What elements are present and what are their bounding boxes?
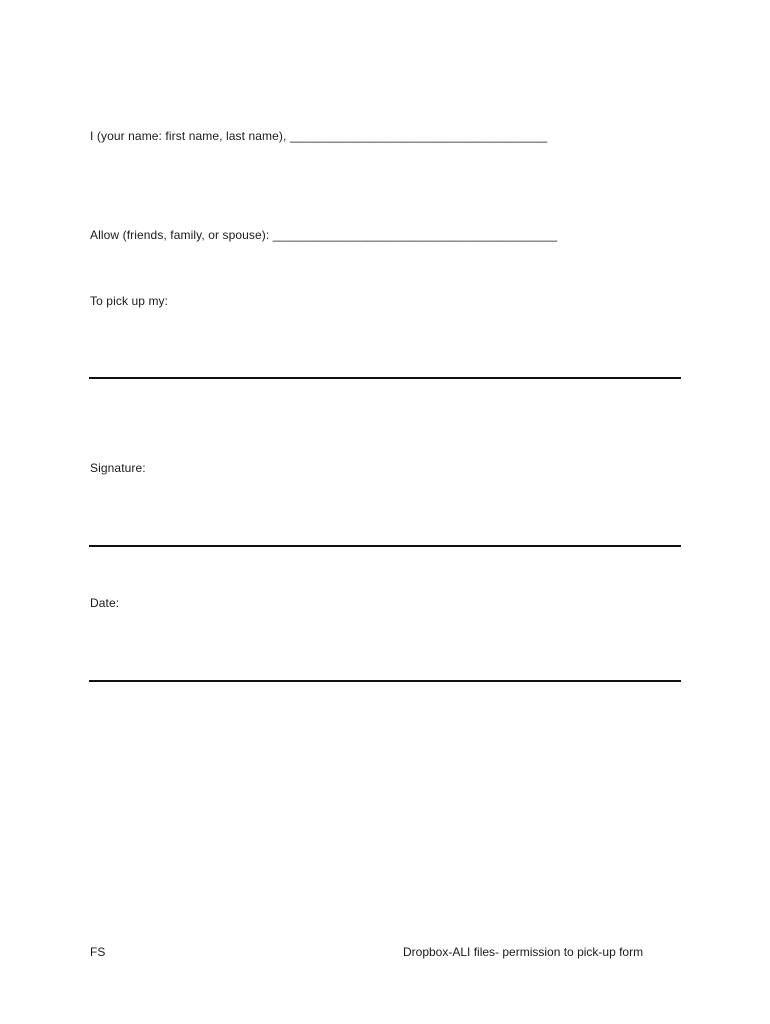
signature-label: Signature:: [90, 461, 146, 475]
date-label: Date:: [90, 596, 120, 610]
pickup-label: To pick up my:: [90, 294, 169, 308]
pickup-rule: [89, 377, 681, 379]
allow-line: Allow (friends, family, or spouse): __________________________________________: [90, 228, 558, 242]
footer-initials: FS: [90, 945, 106, 959]
name-line: I (your name: first name, last name), ______________________________________: [90, 129, 548, 143]
date-rule: [89, 680, 681, 682]
footer-form-title: Dropbox-ALI files- permission to pick-up form: [403, 945, 644, 959]
signature-rule: [89, 545, 681, 547]
